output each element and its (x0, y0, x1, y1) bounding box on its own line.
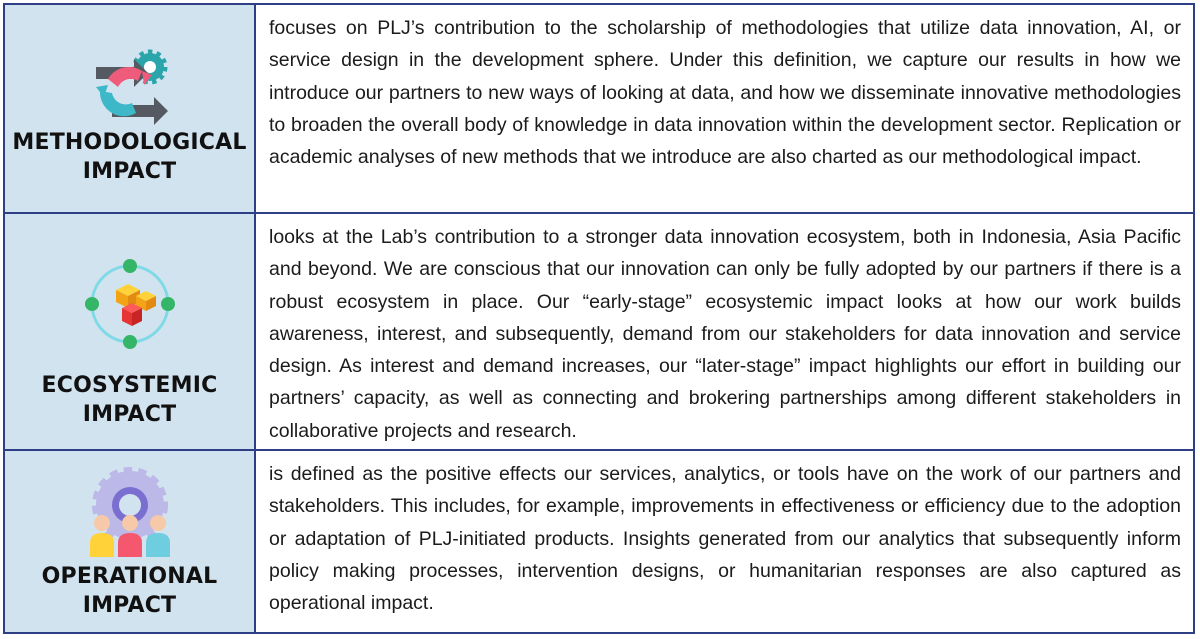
ecosystemic-description: looks at the Lab’s contribution to a stronger data innovation ecosystem, both in Indonesia, Asia Pacific and beyond. We are conscious that our innovation can only be fully adopted by our partners if there is a robust ecosystem in place. Our “early-stage” ecosystemic impact looks at how our work builds awareness, interest, and subsequently, demand from our stakeholders for data innovation and service design. As interest and demand increases, our “later-stage” impact highlights our effort in building our partners’ capacity, as well as connecting and brokering partnerships among different stakeholders in collaborative projects and research. (256, 214, 1193, 451)
operational-description: is defined as the positive effects our services, analytics, or tools have on the work of our partners and stakeholders. This includes, for example, improvements in effectiveness or efficiency due to the adoption or adaptation of PLJ-initiated products. Insights generated from our analytics that subsequently inform policy making processes, intervention designs, or humanitarian responses are also captured as operational impact. (269, 463, 1181, 615)
operational-title-line1: OPERATIONAL (41, 564, 218, 589)
operational-title-line2: IMPACT (82, 593, 177, 618)
ecosystemic-title-line1: ECOSYSTEMIC (41, 373, 218, 398)
ecosystemic-title (42, 371, 218, 429)
methodological-title (12, 128, 246, 186)
operational-label-cell (5, 451, 256, 632)
methodological-title-line1: METHODOLOGICAL (12, 130, 247, 155)
methodological-description: focuses on PLJ’s contribution to the scholarship of methodologies that utilize data innovation, AI, or service design in the development sphere. Under this definition, we capture our results in how we introduce our partners to new ways of looking at data, and how we disseminate innovative methodologies to broaden the overall body of knowledge in data innovation within the development sector. Replication or academic analyses of new methods that we introduce are also charted as our methodological impact. (256, 5, 1193, 214)
impact-table (3, 3, 1195, 634)
team-gear-icon (80, 465, 180, 561)
ecosystemic-label-cell (5, 214, 256, 451)
ecosystem-cubes-icon (80, 254, 180, 354)
process-gear-icon (82, 45, 178, 125)
ecosystemic-title-line2: IMPACT (82, 402, 177, 427)
methodological-label-cell (5, 5, 256, 214)
operational-title (42, 562, 218, 620)
methodological-title-line2: IMPACT (82, 159, 177, 184)
